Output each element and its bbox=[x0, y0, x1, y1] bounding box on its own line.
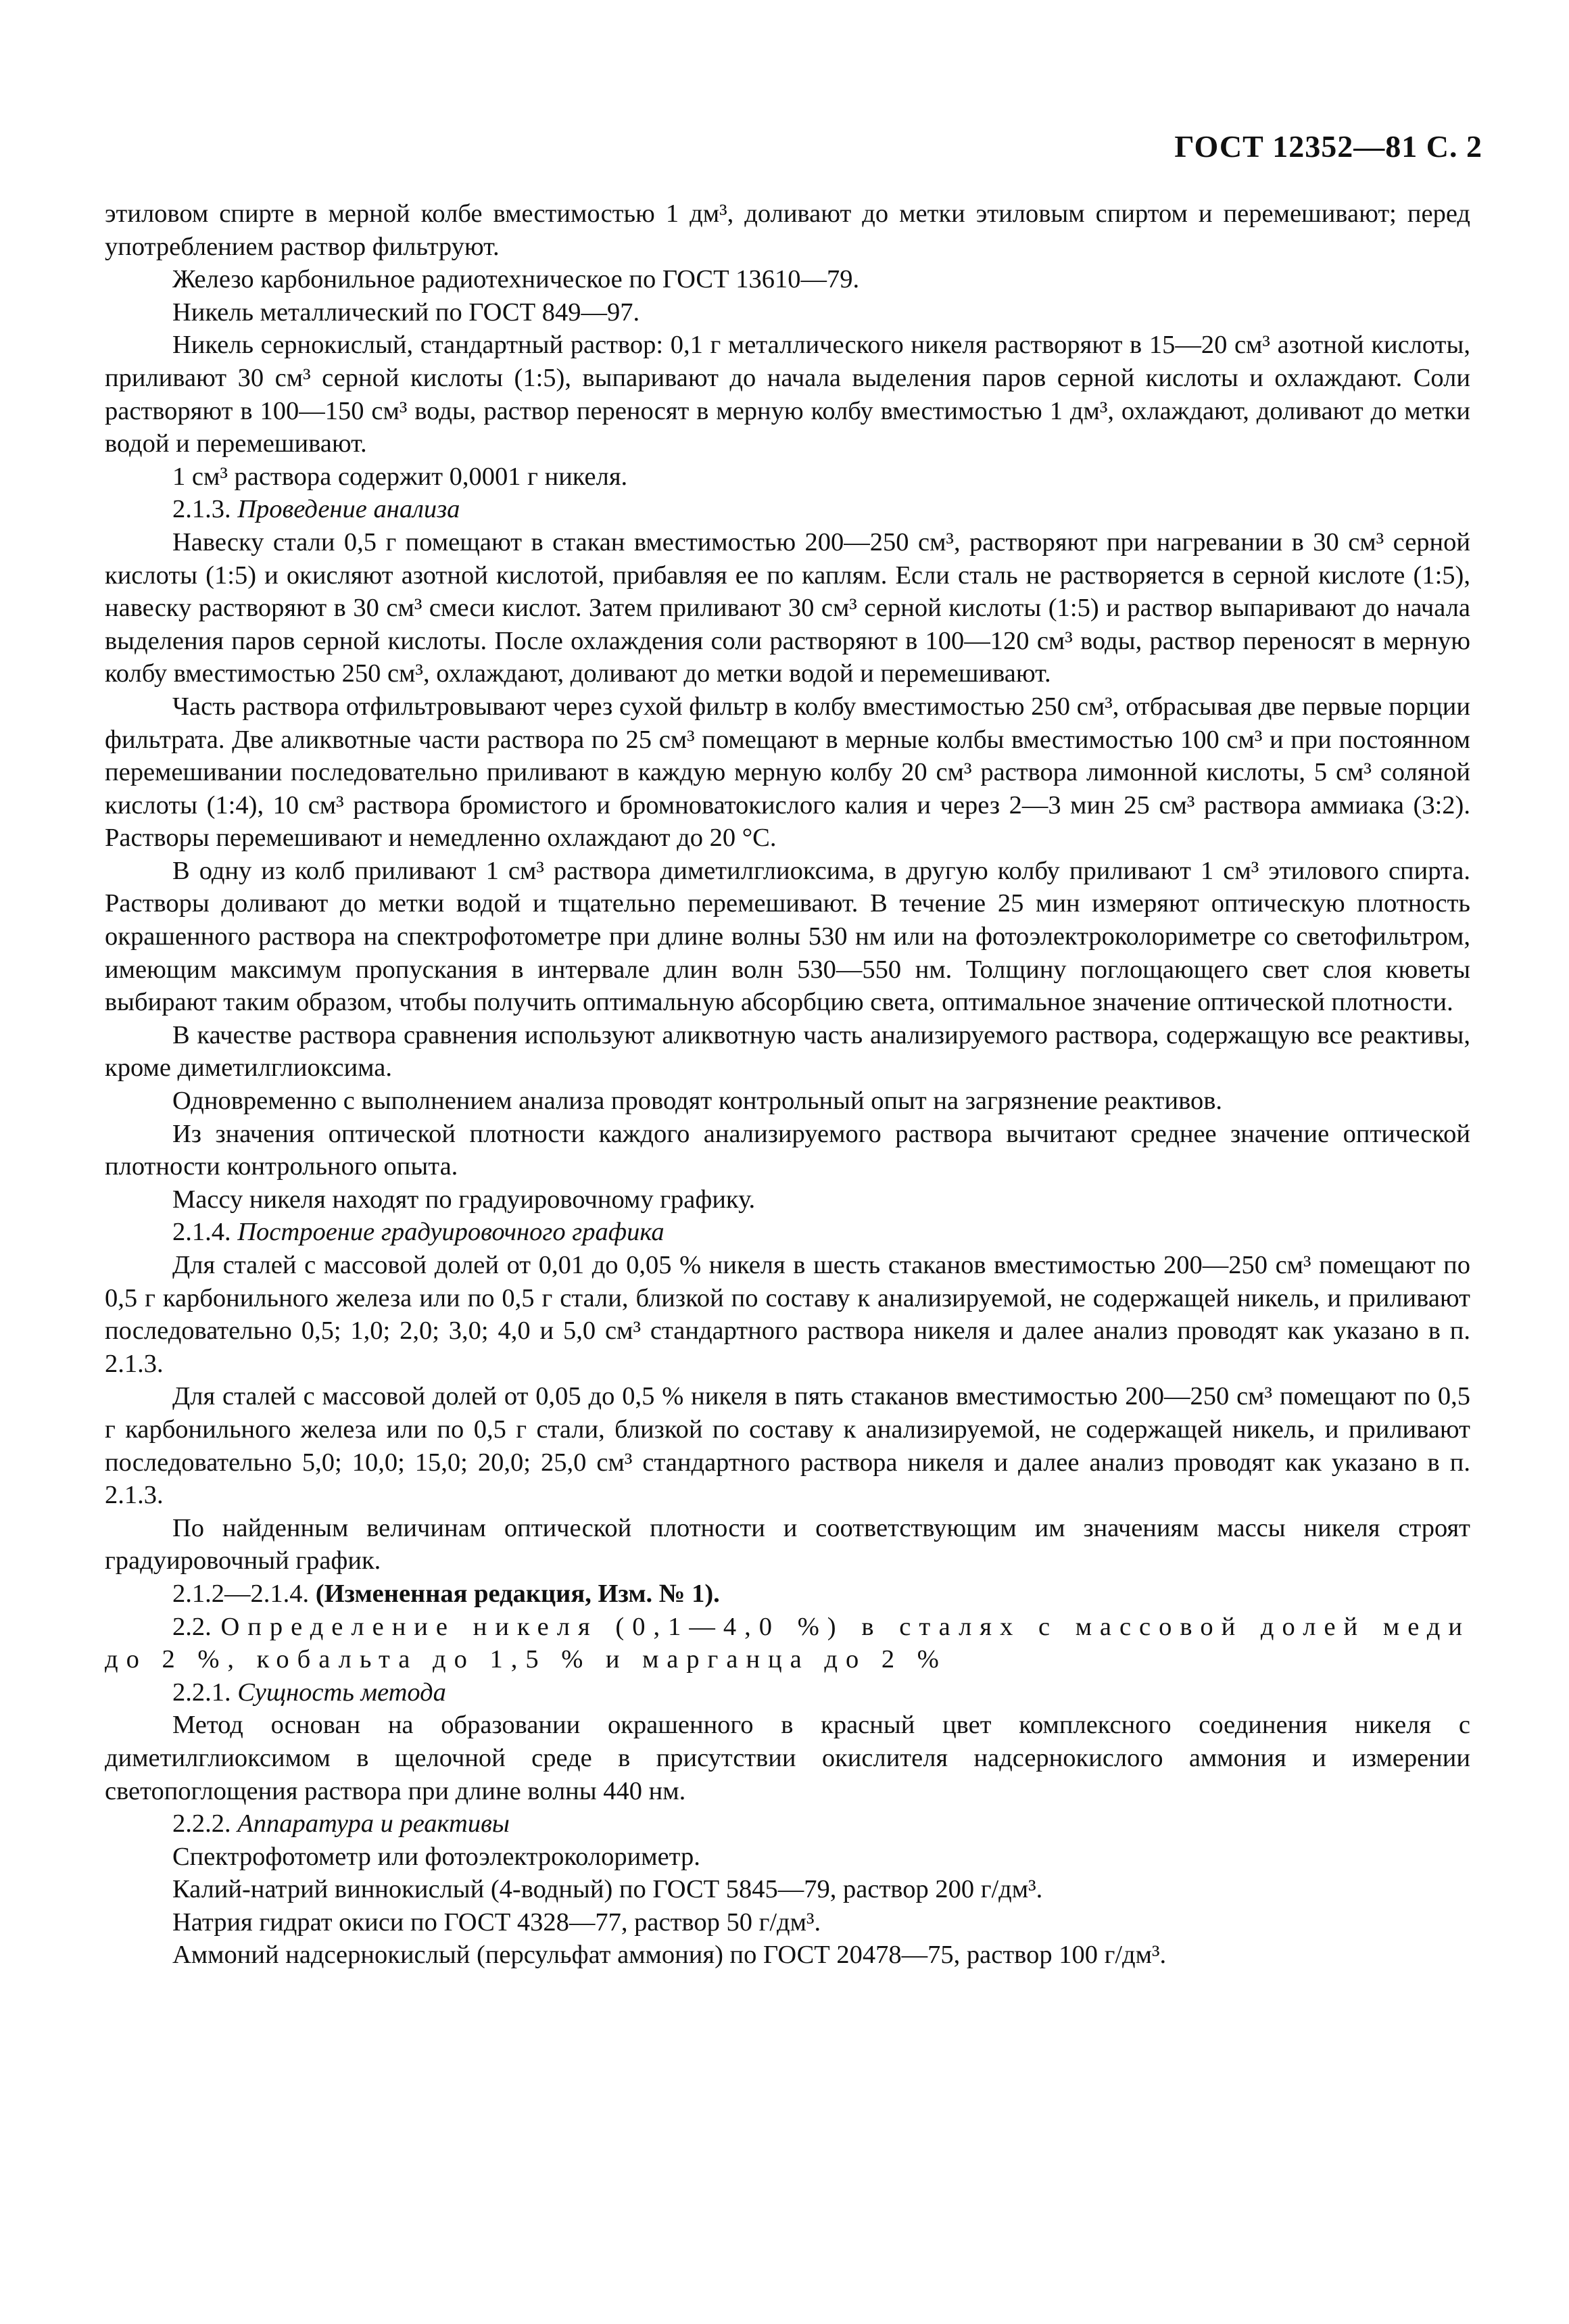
paragraph: По найденным величинам оптической плотности и соответствующим им значениям массы никеля строят градуировочный график. bbox=[105, 1513, 1470, 1575]
section-title: Сущность метода bbox=[237, 1678, 446, 1707]
paragraph: 1 см³ раствора содержит 0,0001 г никеля. bbox=[172, 462, 628, 491]
section-number: 2.1.3. bbox=[172, 495, 231, 524]
reagent-item: Аммоний надсернокислый (персульфат аммония) по ГОСТ 20478—75, раствор 100 г/дм³. bbox=[172, 1941, 1167, 1970]
paragraph: Одновременно с выполнением анализа проводят контрольный опыт на загрязнение реактивов. bbox=[172, 1087, 1223, 1116]
section-number: 2.1.4. bbox=[172, 1218, 231, 1247]
section-heading-2-2-2 bbox=[105, 1807, 1470, 1841]
section-title: Аппаратура и реактивы bbox=[237, 1809, 510, 1839]
paragraph: Часть раствора отфильтровывают через сухой фильтр в колбу вместимостью 250 см³, отбрасывая две первые порции фильтрата. Две аликвотные части раствора по 25 см³ помещают в мерные колбы вместимостью 100 см³ и при постоянном перемешивании последовательно приливают в каждую мерную колбу 20 см³ раствора лимонной кислоты, 5 см³ соляной кислоты (1:4), 10 см³ раствора бромистого и бромноватокислого калия и через 2—3 мин 25 см³ раствора аммиака (3:2). Растворы перемешивают и немедленно охлаждают до 20 °С. bbox=[105, 692, 1470, 853]
section-heading-2-1-4 bbox=[105, 1216, 1470, 1249]
page-header: ГОСТ 12352—81 С. 2 bbox=[1174, 129, 1482, 164]
reagent-item: Никель металлический по ГОСТ 849—97. bbox=[172, 298, 640, 327]
section-number: 2.2. bbox=[172, 1612, 212, 1641]
amendment-text: (Измененная редакция, Изм. № 1). bbox=[315, 1579, 720, 1608]
document-body bbox=[105, 197, 1470, 1972]
section-title: Определение никеля (0,1—4,0 %) в сталях с массовой долей меди до 2 %, кобальта до 1,5 % и марганца до 2 % bbox=[105, 1612, 1471, 1674]
paragraph: Для сталей с массовой долей от 0,05 до 0,5 % никеля в пять стаканов вместимостью 200—250 см³ помещают по 0,5 г карбонильного железа или по 0,5 г стали, близкой по составу к анализируемой, не содержащей никель, и приливают последовательно 5,0; 10,0; 15,0; 20,0; 25,0 см³ стандартного раствора никеля и далее анализ проводят как указано в п. 2.1.3. bbox=[105, 1382, 1470, 1510]
paragraph: Массу никеля находят по градуировочному графику. bbox=[172, 1185, 756, 1214]
equipment-item: Спектрофотометр или фотоэлектроколориметр. bbox=[172, 1842, 700, 1871]
paragraph: Из значения оптической плотности каждого анализируемого раствора вычитают среднее значение оптической плотности контрольного опыта. bbox=[105, 1119, 1470, 1181]
paragraph: Для сталей с массовой долей от 0,01 до 0,05 % никеля в шесть стаканов вместимостью 200—250 см³ помещают по 0,5 г карбонильного железа или по 0,5 г стали, близкой по составу к анализируемой, не содержащей никель, и приливают последовательно 0,5; 1,0; 2,0; 3,0; 4,0 и 5,0 см³ стандартного раствора никеля и далее анализ проводят как указано в п. 2.1.3. bbox=[105, 1251, 1470, 1378]
amendment-note bbox=[105, 1578, 1470, 1611]
reagent-item: Калий-натрий виннокислый (4-водный) по ГОСТ 5845—79, раствор 200 г/дм³. bbox=[172, 1875, 1043, 1904]
paragraph: В качестве раствора сравнения используют аликвотную часть анализируемого раствора, содержащую все реактивы, кроме диметилглиоксима. bbox=[105, 1020, 1470, 1083]
section-heading-2-1-3 bbox=[105, 493, 1470, 526]
section-heading-2-2-1 bbox=[105, 1676, 1470, 1709]
section-heading-2-2 bbox=[105, 1611, 1470, 1676]
paragraph: Метод основан на образовании окрашенного в красный цвет комплексного соединения никеля с диметилглиоксимом в щелочной среде в присутствии окислителя надсернокислого аммония и измерении светопоглощения раствора при длине волны 440 нм. bbox=[105, 1711, 1470, 1805]
section-title: Проведение анализа bbox=[237, 495, 460, 524]
section-number: 2.2.1. bbox=[172, 1678, 231, 1707]
section-title: Построение градуировочного графика bbox=[237, 1218, 665, 1247]
paragraph: этиловом спирте в мерной колбе вместимостью 1 дм³, доливают до метки этиловым спиртом и перемешивают; перед употреблением раствор фильтруют. bbox=[105, 199, 1470, 261]
paragraph: Навеску стали 0,5 г помещают в стакан вместимостью 200—250 см³, растворяют при нагревании в 30 см³ серной кислоты (1:5) и окисляют азотной кислотой, прибавляя ее по каплям. Если сталь не растворяется в серной кислоте (1:5), навеску растворяют в 30 см³ смеси кислот. Затем приливают 30 см³ серной кислоты (1:5) и раствор выпаривают до начала выделения паров серной кислоты. После охлаждения соли растворяют в 100—120 см³ воды, раствор переносят в мерную колбу вместимостью 250 см³, охлаждают, доливают до метки водой и перемешивают. bbox=[105, 527, 1470, 688]
section-number: 2.2.2. bbox=[172, 1809, 231, 1839]
paragraph: В одну из колб приливают 1 см³ раствора диметилглиоксима, в другую колбу приливают 1 см³ этилового спирта. Растворы доливают до метки водой и тщательно перемешивают. В течение 25 мин измеряют оптическую плотность окрашенного раствора на спектрофотометре при длине волны 530 нм или на фотоэлектроколориметре со светофильтром, имеющим максимум пропускания в интервале длин волн 530—550 нм. Толщину поглощающего свет слоя кюветы выбирают таким образом, чтобы получить оптимальную абсорбцию света, оптимальное значение оптической плотности. bbox=[105, 856, 1470, 1017]
reagent-item: Железо карбонильное радиотехническое по ГОСТ 13610—79. bbox=[172, 265, 860, 294]
reagent-item: Никель сернокислый, стандартный раствор: 0,1 г металлического никеля растворяют в 15—20 см³ азотной кислоты, приливают 30 см³ серной кислоты (1:5), выпаривают до начала выделения паров серной кислоты и охлаждают. Соли растворяют в 100—150 см³ воды, раствор переносят в мерную колбу вместимостью 1 дм³, охлаждают, доливают до метки водой и перемешивают. bbox=[105, 331, 1470, 458]
amendment-range: 2.1.2—2.1.4. bbox=[172, 1579, 310, 1608]
reagent-item: Натрия гидрат окиси по ГОСТ 4328—77, раствор 50 г/дм³. bbox=[172, 1907, 821, 1937]
